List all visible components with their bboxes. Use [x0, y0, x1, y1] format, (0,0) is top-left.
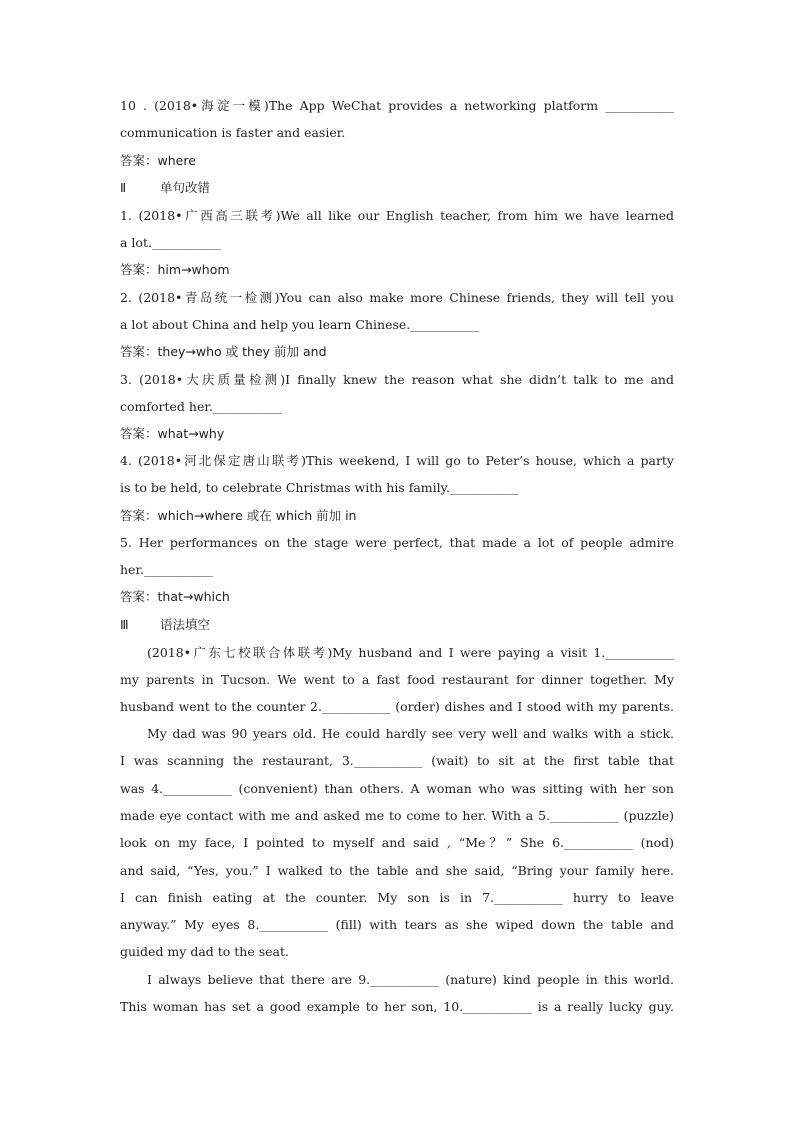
passage-line-5: I was scanning the restaurant, 3.___________ (wait) to sit at the first table that: [120, 753, 674, 768]
answer-5: 答案：that→which: [120, 589, 230, 604]
question-1-line-2: a lot.___________: [120, 235, 221, 250]
passage-line-12: guided my dad to the seat.: [120, 944, 289, 959]
question-10-line-1: 10 . (2018•海淀一模)The App WeChat provides a networking platform ___________: [120, 98, 674, 113]
answer-1: 答案：him→whom: [120, 262, 230, 277]
section-heading-grammar-fill: [120, 615, 674, 635]
answer-10: 答案：where: [120, 153, 196, 168]
passage-line-14: This woman has set a good example to her son, 10.___________ is a really lucky guy.: [120, 999, 674, 1014]
question-5-line-2: her.___________: [120, 562, 213, 577]
passage-line-1: (2018•广东七校联合体联考)My husband and I were paying a visit 1.___________: [147, 645, 674, 660]
question-10-line-2: communication is faster and easier.: [120, 125, 346, 140]
passage-line-4: My dad was 90 years old. He could hardly see very well and walks with a stick.: [147, 726, 674, 741]
section-heading-error-correction: [120, 178, 674, 198]
answer-4: 答案：which→where 或在 which 前加 in: [120, 508, 357, 523]
passage-line-2: my parents in Tucson. We went to a fast food restaurant for dinner together. My: [120, 672, 674, 687]
question-4-line-2: is to be held, to celebrate Christmas with his family.___________: [120, 480, 519, 495]
section-number: Ⅲ: [120, 617, 129, 632]
question-5-line-1: 5. Her performances on the stage were perfect, that made a lot of people admire: [120, 535, 674, 550]
passage-line-3: husband went to the counter 2.___________ (order) dishes and I stood with my parents.: [120, 699, 674, 714]
answer-3: 答案：what→why: [120, 426, 225, 441]
question-2-line-2: a lot about China and help you learn Chinese.___________: [120, 317, 480, 332]
question-4-line-1: 4. (2018•河北保定唐山联考)This weekend, I will go to Peter’s house, which a party: [120, 453, 674, 468]
question-2-line-1: 2. (2018•青岛统一检测)You can also make more Chinese friends, they will tell you: [120, 290, 674, 305]
passage-line-9: and said, “Yes, you.” I walked to the table and she said, “Bring your family here.: [120, 863, 674, 878]
passage-line-13: I always believe that there are 9.___________ (nature) kind people in this world.: [147, 972, 674, 987]
answer-2: 答案：they→who 或 they 前加 and: [120, 344, 327, 359]
passage-line-8: look on my face, I pointed to myself and said , “Me？” She 6.___________ (nod): [120, 835, 674, 850]
question-1-line-1: 1. (2018•广西高三联考)We all like our English teacher, from him we have learned: [120, 208, 674, 223]
passage-line-11: anyway.” My eyes 8.___________ (fill) with tears as she wiped down the table and: [120, 917, 674, 932]
section-number: Ⅱ: [120, 180, 127, 195]
passage-line-10: I can finish eating at the counter. My son is in 7.___________ hurry to leave: [120, 890, 674, 905]
question-3-line-2: comforted her.___________: [120, 399, 282, 414]
passage-line-7: made eye contact with me and asked me to come to her. With a 5.___________ (puzzle): [120, 808, 674, 823]
section-title: 语法填空: [160, 617, 211, 632]
question-3-line-1: 3. (2018•大庆质量检测)I finally knew the reason what she didn’t talk to me and: [120, 372, 674, 387]
passage-line-6: was 4.___________ (convenient) than others. A woman who was sitting with her son: [120, 781, 674, 796]
section-title: 单句改错: [160, 180, 211, 195]
